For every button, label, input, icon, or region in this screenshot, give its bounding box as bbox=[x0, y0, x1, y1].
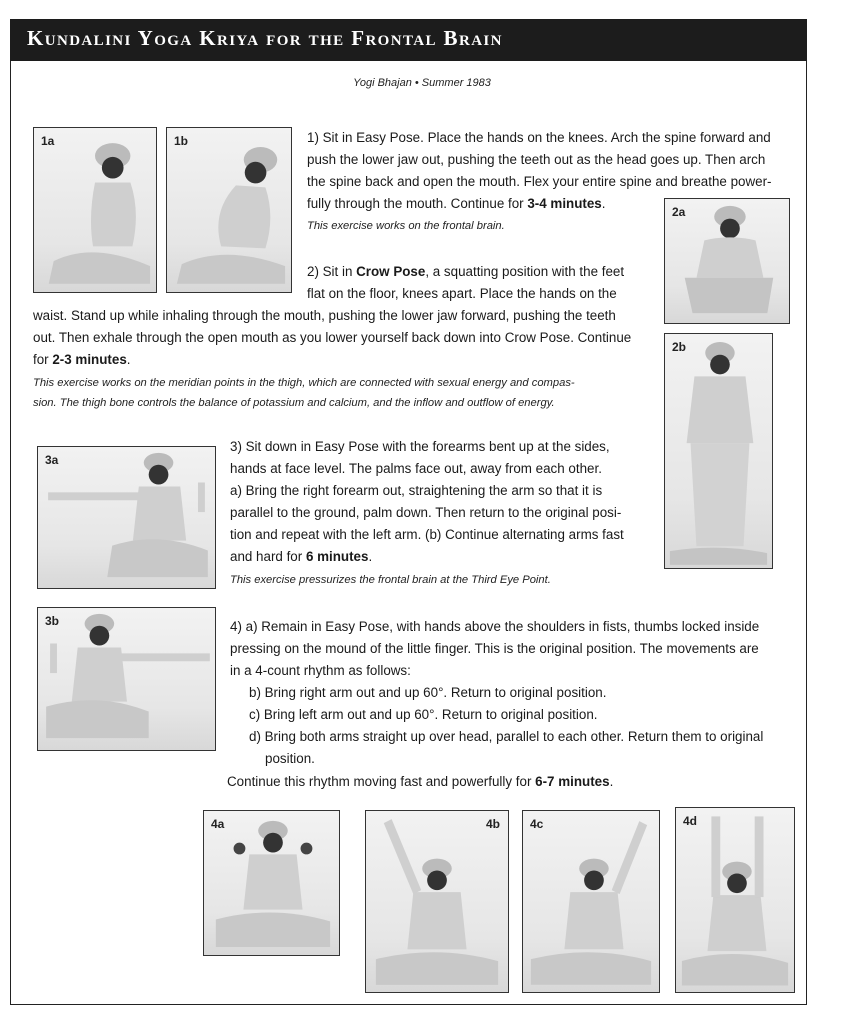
figure-arm-out-alt-icon bbox=[38, 608, 215, 750]
page-title: Kundalini Yoga Kriya for the Frontal Brain bbox=[10, 19, 807, 61]
exercise-3-text: 3) Sit down in Easy Pose with the forearms bent up at the sides, hands at face level. The palms face out, away from each other. a) Bring the right forearm out, straightening the arm so that it is parallel to the ground, palm down. Then return to the original posi- tion and repeat with the left arm. (b) Continue alternating arms fast and hard for 6 minutes. bbox=[230, 439, 624, 564]
exercise-4-step-d: d) Bring both arms straight up over head, parallel to each other. Return them to original position. bbox=[249, 729, 764, 766]
photo-4a bbox=[203, 810, 340, 956]
photo-label-1a: 1a bbox=[41, 134, 55, 148]
photo-label-3b: 3b bbox=[45, 614, 60, 628]
figure-standing-icon bbox=[665, 334, 772, 568]
figure-right-arm-up-icon bbox=[366, 811, 508, 992]
figure-seated-flexed-icon bbox=[167, 128, 291, 292]
exercise-2-text-bottom: waist. Stand up while inhaling through the mouth, pushing the lower jaw forward, pushing the teeth out. Then exhale through the open mouth as you lower yourself back down into Crow Pose. Continue for 2-3 minutes. bbox=[33, 308, 632, 367]
exercise-2-duration: 2-3 minutes bbox=[52, 352, 127, 367]
figure-fists-shoulders-icon bbox=[204, 811, 339, 955]
exercise-2-pose: Crow Pose bbox=[356, 264, 426, 279]
figure-left-arm-up-icon bbox=[523, 811, 659, 992]
photo-label-4b: 4b bbox=[485, 817, 500, 831]
exercise-2-text-top: 2) Sit in Crow Pose, a squatting position with the feet flat on the floor, knees apart. Place the hands on the bbox=[307, 264, 625, 301]
exercise-3-note: This exercise pressurizes the frontal brain at the Third Eye Point. bbox=[230, 574, 551, 586]
photo-label-2b: 2b bbox=[672, 340, 687, 354]
photo-4c bbox=[522, 810, 660, 993]
photo-2b bbox=[664, 333, 773, 569]
photo-3b bbox=[37, 607, 216, 751]
photo-1b bbox=[166, 127, 292, 293]
page-subtitle: Yogi Bhajan • Summer 1983 bbox=[353, 77, 491, 89]
photo-label-3a: 3a bbox=[45, 453, 59, 467]
exercise-1-note: This exercise works on the frontal brain. bbox=[307, 220, 505, 232]
exercise-1-text: 1) Sit in Easy Pose. Place the hands on the knees. Arch the spine forward and push the lower jaw out, pushing the teeth out as the head goes up. Then arch the spine back and open the mouth. Flex your entire spine and breathe power- fully through the mouth. Continue for 3-4 minutes. bbox=[307, 130, 772, 211]
photo-1a bbox=[33, 127, 157, 293]
exercise-4-step-c: c) Bring left arm out and up 60°. Return to original position. bbox=[249, 707, 598, 722]
exercise-2-note: This exercise works on the meridian points in the thigh, which are connected with sexual energy and compas- sion. The thigh bone controls the balance of potassium and calcium, and the inflow and outflow of energy. bbox=[33, 377, 575, 409]
figure-arm-out-icon bbox=[38, 447, 215, 588]
photo-2a bbox=[664, 198, 790, 324]
exercise-3-duration: 6 minutes bbox=[305, 549, 369, 564]
photo-4d bbox=[675, 807, 795, 993]
exercise-4-duration: 6-7 minutes bbox=[535, 774, 610, 789]
photo-label-4c: 4c bbox=[530, 817, 544, 831]
photo-label-4d: 4d bbox=[683, 814, 698, 828]
photo-label-4a: 4a bbox=[211, 817, 225, 831]
figure-crow-pose-icon bbox=[665, 199, 789, 323]
figure-seated-arched-icon bbox=[34, 128, 156, 292]
figure-both-arms-up-icon bbox=[676, 808, 794, 992]
exercise-4-step-b: b) Bring right arm out and up 60°. Return to original position. bbox=[249, 685, 607, 700]
exercise-1-duration: 3-4 minutes bbox=[527, 196, 602, 211]
exercise-4-text: 4) a) Remain in Easy Pose, with hands above the shoulders in fists, thumbs locked inside pressing on the mound of the little finger. This is the original position. The movements are in a 4-count rhythm as follows: bbox=[230, 619, 760, 678]
exercise-4-continue: Continue this rhythm moving fast and powerfully for 6-7 minutes. bbox=[227, 774, 614, 789]
photo-3a bbox=[37, 446, 216, 589]
photo-label-1b: 1b bbox=[174, 134, 189, 148]
photo-4b bbox=[365, 810, 509, 993]
photo-label-2a: 2a bbox=[672, 205, 686, 219]
